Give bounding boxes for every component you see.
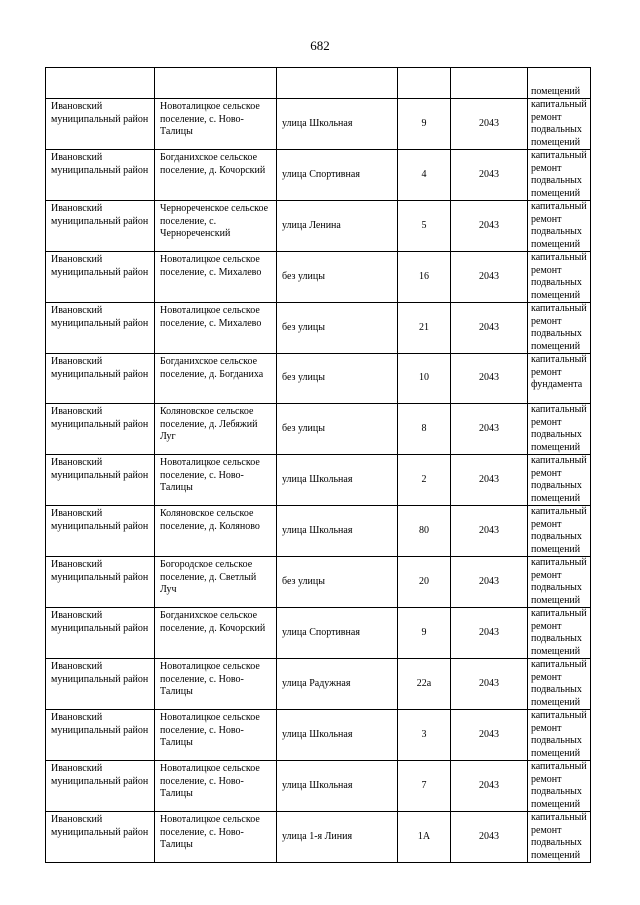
street-cell: улица Радужная bbox=[277, 659, 398, 710]
year-cell: 2043 bbox=[451, 354, 528, 404]
year-cell: 2043 bbox=[451, 303, 528, 354]
settlement-cell bbox=[155, 68, 277, 99]
table-row bbox=[46, 99, 591, 150]
street-cell bbox=[277, 68, 398, 99]
settlement-cell: Новоталицкое сельское поселение, с. Ново-Талицы bbox=[155, 710, 277, 761]
house-number-cell: 7 bbox=[398, 761, 451, 812]
street-cell: без улицы bbox=[277, 557, 398, 608]
settlement-cell: Коляновское сельское поселение, д. Лебяжий Луг bbox=[155, 404, 277, 455]
year-cell: 2043 bbox=[451, 812, 528, 863]
work-type-cell: капитальный ремонт подвальных помещений bbox=[528, 303, 591, 354]
street-cell: без улицы bbox=[277, 354, 398, 404]
district-cell: Ивановский муниципальный район bbox=[46, 252, 155, 303]
year-cell: 2043 bbox=[451, 659, 528, 710]
work-type-cell: капитальный ремонт подвальных помещений bbox=[528, 201, 591, 252]
street-cell: без улицы bbox=[277, 404, 398, 455]
house-number-cell: 80 bbox=[398, 506, 451, 557]
table-row bbox=[46, 354, 591, 404]
settlement-cell: Новоталицкое сельское поселение, с. Михалево bbox=[155, 303, 277, 354]
district-cell: Ивановский муниципальный район bbox=[46, 99, 155, 150]
table-row bbox=[46, 761, 591, 812]
table-row bbox=[46, 404, 591, 455]
work-type-cell: капитальный ремонт подвальных помещений bbox=[528, 99, 591, 150]
settlement-cell: Новоталицкое сельское поселение, с. Ново-Талицы bbox=[155, 761, 277, 812]
work-type-cell: помещений bbox=[528, 68, 591, 99]
work-type-cell: капитальный ремонт подвальных помещений bbox=[528, 150, 591, 201]
year-cell: 2043 bbox=[451, 608, 528, 659]
settlement-cell: Коляновское сельское поселение, д. Коляново bbox=[155, 506, 277, 557]
district-cell: Ивановский муниципальный район bbox=[46, 150, 155, 201]
work-type-cell: капитальный ремонт подвальных помещений bbox=[528, 557, 591, 608]
settlement-cell: Богданихское сельское поселение, д. Богданиха bbox=[155, 354, 277, 404]
work-type-cell: капитальный ремонт подвальных помещений bbox=[528, 252, 591, 303]
table-row bbox=[46, 201, 591, 252]
street-cell: без улицы bbox=[277, 303, 398, 354]
work-type-cell: капитальный ремонт подвальных помещений bbox=[528, 761, 591, 812]
continuation-row bbox=[46, 68, 591, 99]
district-cell: Ивановский муниципальный район bbox=[46, 303, 155, 354]
year-cell bbox=[451, 68, 528, 99]
work-type-cell: капитальный ремонт подвальных помещений bbox=[528, 812, 591, 863]
street-cell: улица Школьная bbox=[277, 710, 398, 761]
table-row bbox=[46, 659, 591, 710]
year-cell: 2043 bbox=[451, 150, 528, 201]
page-number: 682 bbox=[310, 38, 330, 53]
year-cell: 2043 bbox=[451, 506, 528, 557]
district-cell: Ивановский муниципальный район bbox=[46, 608, 155, 659]
year-cell: 2043 bbox=[451, 252, 528, 303]
settlement-cell: Богданихское сельское поселение, д. Кочорский bbox=[155, 608, 277, 659]
district-cell: Ивановский муниципальный район bbox=[46, 761, 155, 812]
year-cell: 2043 bbox=[451, 404, 528, 455]
house-number-cell: 16 bbox=[398, 252, 451, 303]
house-number-cell: 22а bbox=[398, 659, 451, 710]
year-cell: 2043 bbox=[451, 455, 528, 506]
house-number-cell bbox=[398, 68, 451, 99]
street-cell: улица 1-я Линия bbox=[277, 812, 398, 863]
settlement-cell: Новоталицкое сельское поселение, с. Ново-Талицы bbox=[155, 455, 277, 506]
table-body bbox=[46, 68, 591, 863]
year-cell: 2043 bbox=[451, 710, 528, 761]
district-cell: Ивановский муниципальный район bbox=[46, 557, 155, 608]
street-cell: улица Школьная bbox=[277, 455, 398, 506]
street-cell: улица Ленина bbox=[277, 201, 398, 252]
work-type-cell: капитальный ремонт подвальных помещений bbox=[528, 608, 591, 659]
table-row bbox=[46, 557, 591, 608]
street-cell: улица Спортивная bbox=[277, 608, 398, 659]
year-cell: 2043 bbox=[451, 99, 528, 150]
house-number-cell: 3 bbox=[398, 710, 451, 761]
district-cell: Ивановский муниципальный район bbox=[46, 710, 155, 761]
district-cell bbox=[46, 68, 155, 99]
work-type-cell: капитальный ремонт подвальных помещений bbox=[528, 659, 591, 710]
house-number-cell: 9 bbox=[398, 608, 451, 659]
housing-repair-table bbox=[45, 67, 591, 863]
house-number-cell: 10 bbox=[398, 354, 451, 404]
district-cell: Ивановский муниципальный район bbox=[46, 455, 155, 506]
work-type-cell: капитальный ремонт подвальных помещений bbox=[528, 404, 591, 455]
house-number-cell: 8 bbox=[398, 404, 451, 455]
year-cell: 2043 bbox=[451, 761, 528, 812]
year-cell: 2043 bbox=[451, 201, 528, 252]
street-cell: без улицы bbox=[277, 252, 398, 303]
house-number-cell: 5 bbox=[398, 201, 451, 252]
settlement-cell: Новоталицкое сельское поселение, с. Ново-Талицы bbox=[155, 659, 277, 710]
settlement-cell: Новоталицкое сельское поселение, с. Ново-Талицы bbox=[155, 812, 277, 863]
street-cell: улица Спортивная bbox=[277, 150, 398, 201]
table-row bbox=[46, 252, 591, 303]
house-number-cell: 9 bbox=[398, 99, 451, 150]
district-cell: Ивановский муниципальный район bbox=[46, 201, 155, 252]
district-cell: Ивановский муниципальный район bbox=[46, 404, 155, 455]
table-row bbox=[46, 150, 591, 201]
settlement-cell: Богданихское сельское поселение, д. Кочорский bbox=[155, 150, 277, 201]
district-cell: Ивановский муниципальный район bbox=[46, 354, 155, 404]
table-row bbox=[46, 608, 591, 659]
year-cell: 2043 bbox=[451, 557, 528, 608]
table-row bbox=[46, 812, 591, 863]
house-number-cell: 20 bbox=[398, 557, 451, 608]
house-number-cell: 4 bbox=[398, 150, 451, 201]
street-cell: улица Школьная bbox=[277, 761, 398, 812]
table-row bbox=[46, 710, 591, 761]
house-number-cell: 2 bbox=[398, 455, 451, 506]
settlement-cell: Новоталицкое сельское поселение, с. Михалево bbox=[155, 252, 277, 303]
street-cell: улица Школьная bbox=[277, 99, 398, 150]
district-cell: Ивановский муниципальный район bbox=[46, 812, 155, 863]
district-cell: Ивановский муниципальный район bbox=[46, 659, 155, 710]
table-row bbox=[46, 303, 591, 354]
settlement-cell: Богородское сельское поселение, д. Светлый Луч bbox=[155, 557, 277, 608]
settlement-cell: Чернореченское сельское поселение, с. Чернореченский bbox=[155, 201, 277, 252]
settlement-cell: Новоталицкое сельское поселение, с. Ново-Талицы bbox=[155, 99, 277, 150]
house-number-cell: 1А bbox=[398, 812, 451, 863]
district-cell: Ивановский муниципальный район bbox=[46, 506, 155, 557]
work-type-cell: капитальный ремонт подвальных помещений bbox=[528, 506, 591, 557]
work-type-cell: капитальный ремонт подвальных помещений bbox=[528, 455, 591, 506]
work-type-cell: капитальный ремонт подвальных помещений bbox=[528, 710, 591, 761]
table-row bbox=[46, 506, 591, 557]
street-cell: улица Школьная bbox=[277, 506, 398, 557]
house-number-cell: 21 bbox=[398, 303, 451, 354]
table-row bbox=[46, 455, 591, 506]
work-type-cell: капитальный ремонт фундамента bbox=[528, 354, 591, 404]
